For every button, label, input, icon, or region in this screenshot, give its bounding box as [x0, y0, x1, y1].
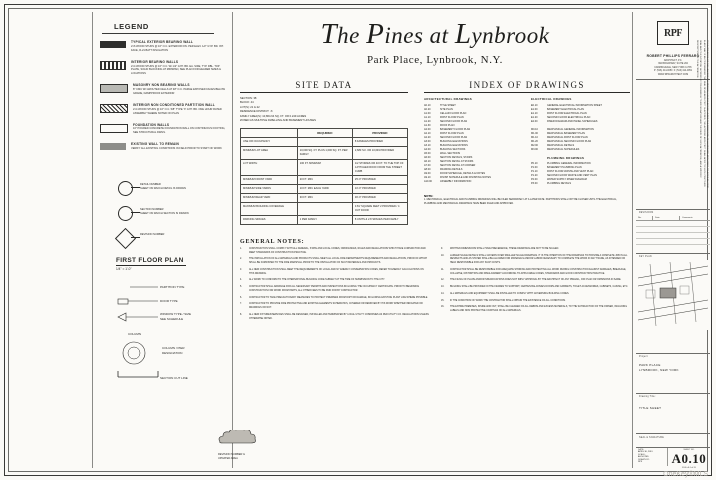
index-item: P2.00 WATER SUPPLY RISER DIAGRAM — [531, 178, 587, 182]
note-item: 4. ALL WORK TO CONFORM TO THE INTERNATIONAL BUILDING CODE SUBJECT AT THE TIME OF SUBMISSION TO THE CITY. — [240, 279, 385, 282]
index-item: A3.10 BUILDING ELEVATIONS — [424, 143, 468, 147]
legend-swatch-foundation-wall — [100, 124, 128, 133]
index-item: P0.10 PLUMBING GENERAL INFORMATION — [531, 162, 591, 166]
note-item: 12. THE FILING OF PLANS AND/OR SPECIFICATIONS DOES NOT IMPLY APPROVAL BY THE ARCHITECT OF ANY PREVAIL, OFF PLAN OR OMISSIONS IN SAME. — [441, 279, 622, 282]
watermark: OneKey®MLS — [663, 471, 708, 478]
note-item: 9. WRITTEN DIMENSIONS SHALL HAVE PRECEDENCE, THESE DRAWINGS ARE NOT TO BE SCALED. — [441, 247, 559, 250]
key-plan-graphic — [636, 260, 710, 330]
index-item: A9.00 DOOR SCHEDULE, DETAILS & NOTES — [424, 171, 486, 175]
index-item: A0.20 SITE PLAN — [424, 107, 453, 111]
note-item: 2. THE INSTALLATION OF ALL MATERIALS AND PRODUCTS SHALL MEET ALL LOCAL FIRE DEPARTMENT'S REQUIREMENTS AND REGULATIONS, PRIOR OF WHICH SHALL BE FURNISHED TO THE FIRE MARSHALL PRIOR TO THE INSTALLATION OF SUCH MATERIALS AND PRODUCTS. — [240, 258, 428, 265]
zoning-col-head: PROVIDED — [352, 128, 407, 137]
symbol-revision-number — [100, 231, 228, 247]
note-item: 8. ALL NEW FIXTURES/SERVICES SHALL BE DESIGNED, INSTALLED AND TERMINATED BY LOCAL UTILITY COMPANIES AS PER UTILITY CO. REGULATIONS UNLESS OTHERWISE NOTED. — [240, 313, 429, 320]
index-item: A2.10 FIRST FLOOR PLAN — [424, 131, 464, 135]
project-subtitle: Park Place, Lynbrook, N.Y. — [366, 54, 504, 66]
index-item: A2.00 BASEMENT FLOOR PLAN — [424, 127, 471, 131]
plan-scale: 1/4" = 1'-0" — [116, 267, 132, 272]
project-title: The Pines at Lynbrook — [320, 18, 550, 50]
symbol-section-number — [100, 206, 228, 222]
legend-text: INTERIOR NON CONDITIONED PARTITION WALL 2×4 WOOD STUDS @ 16" O.C. 5/8" TYPE 'X' GYP. BD. ONE HOUR RATED ASSEMBLY WHERE NOTED ON PLAN — [133, 102, 222, 115]
file-ref: FILE: A-1 of 20 — [682, 467, 696, 469]
note-item: 3. ALL NEW CONSTRUCTION SHALL MEET THE REQUIREMENTS OF LOCAL AND NY ENERGY CONSERVATION CODES, REFER TO ENERGY CALCULATIONS ON THIS DRAWING. — [240, 268, 424, 275]
date-scale-block: DATE: APRIL 30, 2019 SCALE: AS NOTED DRAWN BY: RPF — [636, 448, 668, 466]
table-row: MINIMUM LOT AREA 10,000 SQ. FT. PLUS 1,000 SQ. FT. PER FAMILY 2,683 S.F. OR 10,649 PROVIDED — [241, 146, 408, 159]
sheet-number: A0.10 — [671, 451, 707, 466]
index-item: P1.20 SECOND FLOOR WASTE AND VENT PLAN — [531, 174, 597, 178]
legend-panel — [100, 22, 245, 460]
legend-swatch-existing-wall — [100, 143, 126, 150]
project-value: PARK PLACE LYNBROOK, NEW YORK — [639, 363, 679, 372]
legend-callout-diagrams — [100, 277, 228, 407]
alteration-notice: IT IS A VIOLATION OF THE LAW FOR ANY PERSON, UNLESS ACTING UNDER THE DIRECTION OF A LICENSED ARCHITECT, TO ALTER AN ITEM IN ANY WAY. IF AN ITEM BEARING THE SEAL OF AN ARCHITECT IS ALTERED, THE ALTERING ARCHITECT SHALL AFFIX TO SUCH ITEM THEIR SEAL AND THE NOTATION ‘ALTERED BY’ FOLLOWED BY THEIR SIGNATURE AND THE DATE OF SUCH ALTERATION, AND A SPECIFIC DESCRIPTION OF THE ALTERATION. — [696, 40, 708, 188]
revisions-header: No. Date Comments — [636, 216, 710, 221]
general-notes-body — [240, 248, 630, 325]
note-item: 7. CONTRACTOR TO PROVIDE FIRE PROTECTIVE AND EXISTING ELEMENTS SCHEMATICS, COVERED OR REMOVED BY HIS WORK WHETHER INDICATED OR DRAWINGS OR NOT. — [240, 303, 423, 310]
table-row: MAXIMUM BUILDING COVERAGE 3.81' SQUARE FEET 2 PROVIDED / 4 OUT DOOR — [241, 203, 408, 216]
legend-row — [100, 40, 228, 53]
index-item: A2.20 SECOND FLOOR PLAN — [424, 135, 468, 139]
revisions-label: REVISIONS — [639, 212, 654, 214]
index-column-mep: ELECTRICAL DRAWINGS E0.10 GENERAL ELECTRICAL INFORMATION SHEET E1.00 BASEMENT ELECTRICAL PLAN E1.10 FIRST FLOOR ELECTRICAL PLAN E1.20 SECOND FLOOR ELECTRICAL PLAN E2.00 RISER DIAGRAM AND PANEL SCHEDULES M0.10 MECHANICAL GENERAL INFORMATION M1.00 MECHANICAL BASEMENT PLAN M1.10 MECHANICAL FIRST FLOOR PLAN M1.20 MECHANICAL SECOND FLOOR PLAN M2.00 MECHANICAL DETAILS M3.00 MECHANICAL SCHEDULES PLUMBING DRAWINGS P0.10 PLUMBING GENERAL INFORMATION P1.00 BASEMENT PLUMBING PLAN P1.10 FIRST FLOOR WASTE AND VENT PLAN P1.20 SECOND FLOOR WASTE AND VENT PLAN P2.00 WATER SUPPLY RISER DIAGRAM P3.00 PLUMBING DETAILS — [531, 97, 630, 186]
table-row: MINIMUM SIDE YARDS 10 FT. MIN. EACH YARD 10'-0" PROVIDED — [241, 185, 408, 194]
symbol-label: REVISION NUMBER — [140, 233, 165, 237]
zoning-col-head — [241, 128, 298, 137]
legend-text: FOUNDATION WALLS 10" POURED CONCRETE FOUNDATION WALL ON CONTINUOUS FOOTING, SEE STRUCTURAL DWGS. — [133, 122, 226, 135]
note-item: 6. CONTRACTOR TO TAKE PRECAUTIONARY MEASURES TO PROTECT PREMISES FROM DIRT OR DAMAGE, INCLUDING EXISTING PLANT LIFE WHERE POSSIBLE. — [240, 296, 428, 299]
legend-swatch-masonry-wall — [100, 84, 128, 93]
note-item: 16. THE ENTIRE PREMISES, INSIDE AND OUT, SHALL BE CLEANED OF ALL DEBRIS AND EXCESS MATERIALS, TO THE SATISFACTION OF THE OWNER, INCLUDING LABELS AND NON PROTECTIVE COATINGS ON ALL MATERIALS. — [441, 306, 628, 313]
leader-line — [131, 212, 140, 213]
legend-swatch-partition-wall — [100, 104, 128, 113]
legend-text: MASONRY NON BEARING WALLS 8" CMU W/ GROUTED CELLS AT 48" O.C. PARGE EXPOSED FACES BELOW GRADE, DAMPPROOF EXTERIOR — [133, 83, 225, 96]
revision-row[interactable] — [636, 239, 710, 245]
legend-row — [100, 123, 228, 136]
index-columns — [424, 97, 630, 186]
site-data-lines: SECTION: 38 BLOCK: 44 LOT(S): 21 & 22 RESIDENCE DISTRICT: ‘A’ FAMILY AREA(S): 10,864.64 SQ. FT. OR 0.249 ACRES ZONED AS MULTIPLE DWELLING AND BASEMENT HOUSES — [240, 97, 316, 123]
site-data-rule — [240, 92, 408, 93]
title-block — [636, 14, 710, 469]
index-item: A1.30 ROOF PLAN — [424, 123, 455, 127]
divider-mid — [232, 12, 233, 468]
logo-mark: RPF — [657, 21, 689, 45]
seal-signature-label: SEAL & SIGNATURE — [639, 437, 665, 439]
index-note-heading: NOTE: — [424, 194, 434, 199]
note-item: 14. ALL MATERIALS AND EQUIPMENT SHALL BE INSTALLED TO COMPLY WITH GOVERNING BUILDING CODES. — [441, 292, 570, 295]
note-item: 13. BUILDING SHALL BE PROVIDED IN THE FRAMES TO SUPPORT, CERTAIN BALCONIES DOORS AND CABINETS, TOILET ACCESSORIES, CABINETS, CASING, ETC. — [441, 286, 629, 289]
index-item: A6.00 SECTION DETAILS, STAIRS — [424, 155, 473, 159]
symbol-label: SECTION NUMBER SHEET ON WHICH SECTION IS DRAWN — [140, 208, 189, 215]
index-item: M3.00 MECHANICAL SCHEDULES — [531, 147, 580, 151]
note-item: 5. CONTRACTOR SHALL ARRANGE FOR ALL NECESSARY PERMITS AND INSPECTIONS INCLUDING THE OCCUPANCY CERTIFICATE. PRIOR TO BEGINNING CONSTRUCTION FOR WORK FROM PARTS, ALL OTHER FEES TO BE PAID FOR BY CONTRACTOR. — [240, 286, 420, 292]
table-row: USE OR OCCUPANCY 8 FAMILIES PROVIDED — [241, 138, 408, 147]
svg-text:PARTITION TYPE: PARTITION TYPE — [160, 285, 185, 290]
svg-text:COLUMN / PIER: COLUMN / PIER — [162, 346, 185, 351]
firm-name: ROBERT PHILLIPS FERRARO — [646, 54, 700, 58]
index-item: A0.10 TITLE SHEET — [424, 103, 456, 107]
index-item: E0.10 GENERAL ELECTRICAL INFORMATION SHEET — [531, 103, 602, 107]
sheet-number-block: SHEET NO. A0.10 FILE: A-1 of 20 — [671, 449, 707, 469]
index-item: A6.10 SECTION DETAIL AT STAIRS — [424, 159, 474, 163]
legend-text: TYPICAL EXTERIOR BEARING WALL 2×6 WOOD STUDS @ 16" O.C. EXTERIOR FIN. PER ELEV. 1/2" GYP. BD. INT. FACE, R-21 BATT INSULATION — [131, 40, 224, 52]
architect-seal — [8, 400, 68, 452]
svg-text:COLUMN: COLUMN — [128, 332, 142, 337]
key-plan-label: KEY PLAN — [639, 256, 652, 258]
svg-text:SEE SCHEDULE: SEE SCHEDULE — [160, 317, 184, 322]
index-column-architectural: ARCHITECTURAL DRAWINGS A0.10 TITLE SHEET A0.20 SITE PLAN A1.00 CELLAR FLOOR PLAN A1.10 FIRST FLOOR PLAN A1.20 SECOND FLOOR PLAN A1.30 ROOF PLAN A2.00 BASEMENT FLOOR PLAN A2.10 FIRST FLOOR PLAN A2.20 SECOND FLOOR PLAN A3.00 BUILDING ELEVATIONS A3.10 BUILDING ELEVATIONS A4.00 BUILDING SECTIONS A5.00 WALL SECTIONS A6.00 SECTION DETAILS, STAIRS A6.10 SECTION DETAIL AT STAIRS A7.00 SECTION DETAIL AT CORNER A8.00 FRAMING DETAILS A9.00 DOOR SCHEDULE, DETAILS & NOTES A9.10 FINISH SCHEDULE AND FINISHING NOTES A10.00 ASSEMBLY INFORMATION — [424, 97, 523, 186]
index-item: A3.00 BUILDING ELEVATIONS — [424, 139, 468, 143]
index-item: E1.20 SECOND FLOOR ELECTRICAL PLAN — [531, 115, 591, 119]
legend-row — [100, 142, 228, 151]
index-item: A4.00 BUILDING SECTIONS — [424, 147, 466, 151]
index-item: A7.00 SECTION DETAIL AT CORNER — [424, 163, 476, 167]
legend-heading: LEGEND — [114, 22, 149, 31]
index-item: M1.20 MECHANICAL SECOND FLOOR PLAN — [531, 139, 592, 143]
index-panel — [424, 80, 630, 225]
legend-row — [100, 103, 228, 116]
legend-row — [100, 60, 228, 77]
table-row: MINIMUM FRONT YARD 20 FT. MIN. 25'-0" PROVIDED — [241, 176, 408, 185]
index-item: A8.00 FRAMING DETAILS — [424, 167, 463, 171]
legend-row — [100, 83, 228, 96]
index-item: A1.10 FIRST FLOOR PLAN — [424, 115, 464, 119]
index-item: E1.00 BASEMENT ELECTRICAL PLAN — [531, 107, 584, 111]
site-data-heading: SITE DATA — [295, 80, 353, 90]
leader-line — [131, 237, 140, 238]
note-item: 10. LARGER SCALE DETAILS SHALL GOVERN OVER SMALLER SCALE DRAWINGS. IT IS THE INTENTION OF THE DRAWINGS TO PROVIDE A COMPLETE JOB IN ALL RESPECTS AND AS STATED SHALL BE ALLOWED FOR MATERIALS AND/OR LABOR NECESSARY TO COMPLETE THE WORK IN ANY TRADE, AS INTENDED OR HELD RESPONSIBLE FOR ANY SUCH COSTS. — [441, 254, 628, 265]
table-row: PARKING SPACES 1 PER FAMILY 8 UNITS & 2.8 SPACES PER FAMILY — [241, 215, 408, 224]
first-floor-plan-title: FIRST FLOOR PLAN — [116, 257, 184, 265]
general-notes-column-2 — [441, 248, 630, 325]
main-content — [240, 18, 630, 454]
legend-text: EXISTING WALL TO REMAIN VERIFY ALL EXISTING CONDITIONS IN FIELD PRIOR TO START OF WORK — [131, 142, 222, 151]
index-item: E1.10 FIRST FLOOR ELECTRICAL PLAN — [531, 111, 587, 115]
circle-icon — [118, 206, 133, 221]
crop-mark-bottom-left — [4, 468, 12, 476]
index-item: E2.00 RISER DIAGRAM AND PANEL SCHEDULES — [531, 119, 598, 123]
divider-titleblock — [632, 12, 633, 468]
zoning-table — [240, 128, 408, 225]
index-item: A1.00 CELLAR FLOOR PLAN — [424, 111, 467, 115]
index-item: P3.00 PLUMBING DETAILS — [531, 182, 571, 186]
divider-left — [92, 12, 93, 468]
index-item: M2.00 MECHANICAL DETAILS — [531, 143, 575, 147]
project-label: Project: — [639, 356, 649, 358]
index-item: A9.10 FINISH SCHEDULE AND FINISHING NOTES — [424, 175, 491, 179]
index-note-body: 1. MECHANICAL, ELECTRICAL AND PLUMBING DRAWINGS WILL BE FILED SEPARATELY AT A LATER DATE. PARTITIONS SHALL NOT BE CLOSED UNTIL THE ELECTRICAL, PLUMBING AND MECHANICAL DRAWINGS HAVE BEEN FILED AND APPROVED. — [424, 198, 617, 205]
svg-text:SECTION CUT LINE: SECTION CUT LINE — [160, 376, 188, 381]
key-plan — [636, 260, 710, 330]
general-notes-heading: GENERAL NOTES: — [240, 238, 305, 245]
title-underline — [116, 265, 186, 266]
svg-text:DOOR TYPE: DOOR TYPE — [160, 299, 178, 304]
index-item: P1.00 BASEMENT PLUMBING PLAN — [531, 166, 582, 170]
index-rule — [424, 92, 630, 93]
table-row: MINIMUM REAR YARD 30 FT. MIN. 30'-0" PROVIDED — [241, 194, 408, 203]
index-item: P1.10 FIRST FLOOR WASTE AND VENT PLAN — [531, 170, 594, 174]
index-subheading: PLUMBING DRAWINGS — [547, 155, 585, 160]
legend-text: INTERIOR BEARING WALLS 2×4 WOOD STUDS @ 16" O.C. W/ 1/2" GYP. BD. EA. SIDE, TYP. DBL. TOP PLATE, SOLID BLOCKING AT MIDSPAN, SEE PLAN FOR HEADER SIZES & LOCATIONS — [131, 59, 221, 76]
general-notes-column-1 — [240, 248, 429, 325]
index-item: A1.20 SECOND FLOOR PLAN — [424, 119, 468, 123]
legend-rule — [102, 33, 214, 34]
circle-icon — [118, 181, 133, 196]
symbol-label: DETAIL NUMBER SHEET ON WHICH DETAIL IS DRAWN — [140, 183, 186, 190]
diamond-icon — [115, 228, 136, 249]
zoning-col-head: REQUIRED — [297, 128, 352, 137]
note-item: 1. CONSTRUCTION SHALL COMPLY WITH ALL FEDERAL, STATE AND LOCAL CODES, ORDINANCES, RULES AND REGULATIONS WHICH HAVE JURISDICTION AND MEET STANDARDS OF CONSTRUCTION PRACTICE. — [240, 247, 426, 254]
index-item: A5.00 WALL SECTIONS — [424, 151, 461, 155]
revision-cloud-symbol: REVISION NUMBER & UPDATED AREA — [216, 430, 262, 448]
index-heading: INDEX OF DRAWINGS — [469, 80, 585, 90]
index-item: M1.10 MECHANICAL FIRST FLOOR PLAN — [531, 135, 588, 139]
drawing-title-value: TITLE SHEET — [639, 406, 662, 410]
site-data-panel — [240, 80, 408, 225]
note-item: 15. IF THE CONDITION OF WORK THE CONTRACTOR SHALL OBTAIN THE EXISTENCE OF ALL CONDITIONS. — [441, 299, 566, 302]
firm-address: ARCHITECT, P.C. 392 BROADWAY, SUITE 202 FARMINGDALE, NEW YORK 11735 P: (516) 414-0050 F: (516) 414-0051 WWW.RPFARCHITECT.COM — [653, 60, 693, 76]
svg-text:DESIGNATION: DESIGNATION — [162, 351, 183, 356]
legend-swatch-interior-bearing-wall — [100, 61, 126, 70]
svg-text:WINDOW TYPE / SIZE: WINDOW TYPE / SIZE — [160, 312, 191, 317]
symbol-detail-number — [100, 181, 228, 197]
drawing-title-label: Drawing Title: — [639, 396, 656, 398]
note-item: 11. CONTRACTOR SHALL BE RESPONSIBLE FOR ADEQUATE SHORING AND PROTECTING ALL WORK DURING CONSTRUCTION AGAINST DAMAGES, BREAKAGE, COLLAPSE, DISTORTION AND MISALIGNMENT ACCORDING TO APPLICABLE CODES, STANDARDS AND GOOD CONSTRUCTION PRACTICE. — [441, 268, 627, 275]
legend-swatch-exterior-wall — [100, 41, 126, 48]
table-row: LOT WIDTH 100 FT. MINIMUM 1/2 STORIES OR 40 FT. TO THE TOP OF A PITCHED ROOF FROM THE STREET CURB — [241, 159, 408, 176]
leader-line — [131, 187, 140, 188]
index-item: M1.00 MECHANICAL BASEMENT PLAN — [531, 131, 585, 135]
index-item: A10.00 ASSEMBLY INFORMATION — [424, 179, 472, 183]
index-item: M0.10 MECHANICAL GENERAL INFORMATION — [531, 127, 594, 131]
